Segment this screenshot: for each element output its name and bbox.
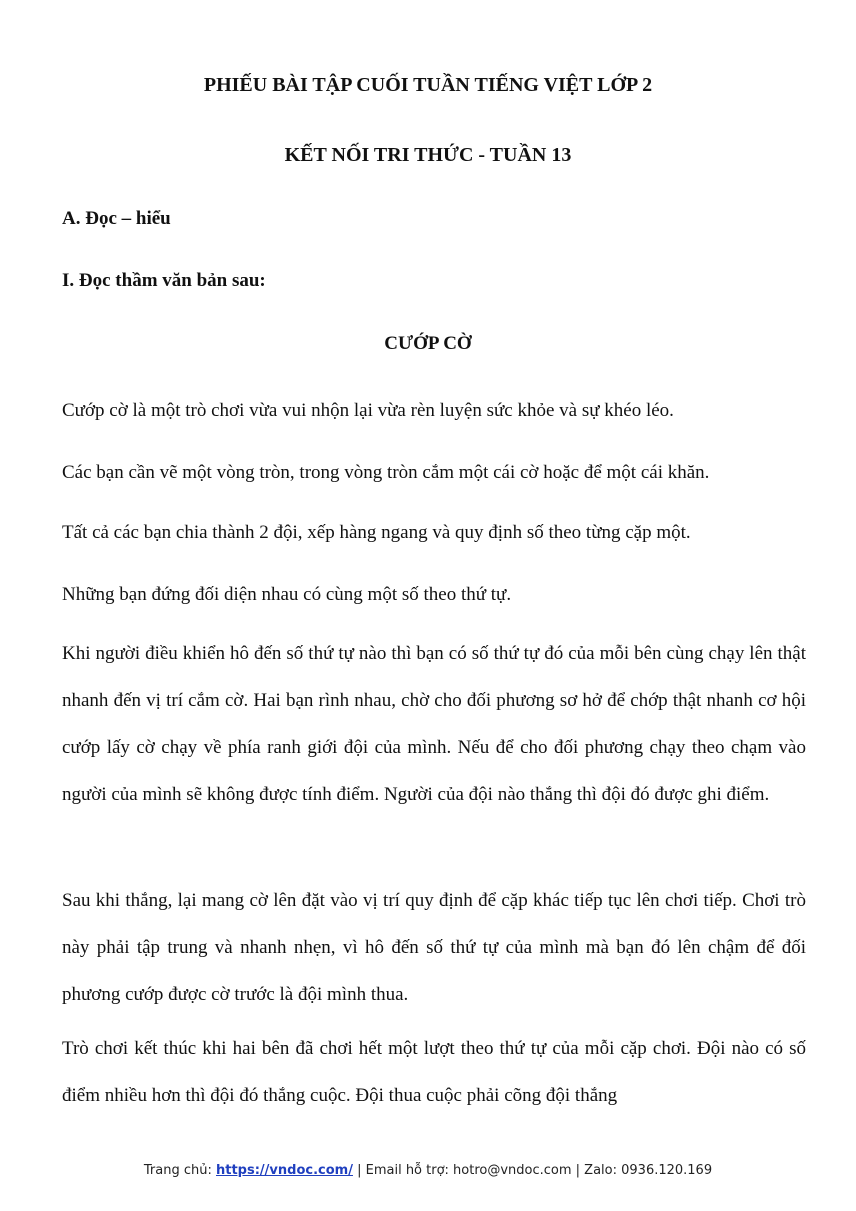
story-paragraph: Những bạn đứng đối diện nhau có cùng một số theo thứ tự.	[62, 584, 512, 605]
story-title: CƯỚP CỜ	[384, 333, 472, 354]
story-paragraph: Khi người điều khiển hô đến số thứ tự nào thì bạn có số thứ tự đó của mỗi bên cùng chạy lên thật nhanh đến vị trí cắm cờ. Hai bạn rình nhau, chờ cho đối phương sơ hở để chớp thật nhanh cơ hội cướp lấy cờ chạy về phía ranh giới đội của mình. Nếu để cho đối phương chạy theo chạm vào người của mình sẽ không được tính điểm. Người của đội nào thắng thì đội đó được ghi điểm.	[62, 643, 806, 805]
worksheet-subtitle: KẾT NỐI TRI THỨC - TUẦN 13	[284, 144, 572, 166]
page-footer	[0, 1163, 856, 1178]
story-paragraph: Tất cả các bạn chia thành 2 đội, xếp hàng ngang và quy định số theo từng cặp một.	[62, 522, 691, 543]
section-i-heading: I. Đọc thầm văn bản sau:	[62, 270, 266, 291]
story-paragraph: Các bạn cần vẽ một vòng tròn, trong vòng tròn cắm một cái cờ hoặc để một cái khăn.	[62, 462, 710, 483]
story-paragraph: Cướp cờ là một trò chơi vừa vui nhộn lại vừa rèn luyện sức khỏe và sự khéo léo.	[62, 400, 674, 421]
section-a-heading: A. Đọc – hiểu	[62, 208, 171, 229]
footer-contact: | Email hỗ trợ: hotro@vndoc.com | Zalo: 0936.120.169	[352, 1163, 713, 1178]
footer-home-label: Trang chủ:	[143, 1163, 216, 1178]
story-paragraph: Sau khi thắng, lại mang cờ lên đặt vào vị trí quy định để cặp khác tiếp tục lên chơi tiếp. Chơi trò này phải tập trung và nhanh nhẹn, vì hô đến số thứ tự của mình mà bạn đó lên chậm để đối phương cướp được cờ trước là đội mình thua.	[62, 890, 806, 1005]
worksheet-title: PHIẾU BÀI TẬP CUỐI TUẦN TIẾNG VIỆT LỚP 2	[203, 74, 653, 96]
footer-home-link[interactable]: https://vndoc.com/	[216, 1163, 353, 1178]
story-paragraph: Trò chơi kết thúc khi hai bên đã chơi hết một lượt theo thứ tự của mỗi cặp chơi. Đội nào có số điểm nhiều hơn thì đội đó thắng cuộc. Đội thua cuộc phải cõng đội thắng	[62, 1038, 806, 1106]
